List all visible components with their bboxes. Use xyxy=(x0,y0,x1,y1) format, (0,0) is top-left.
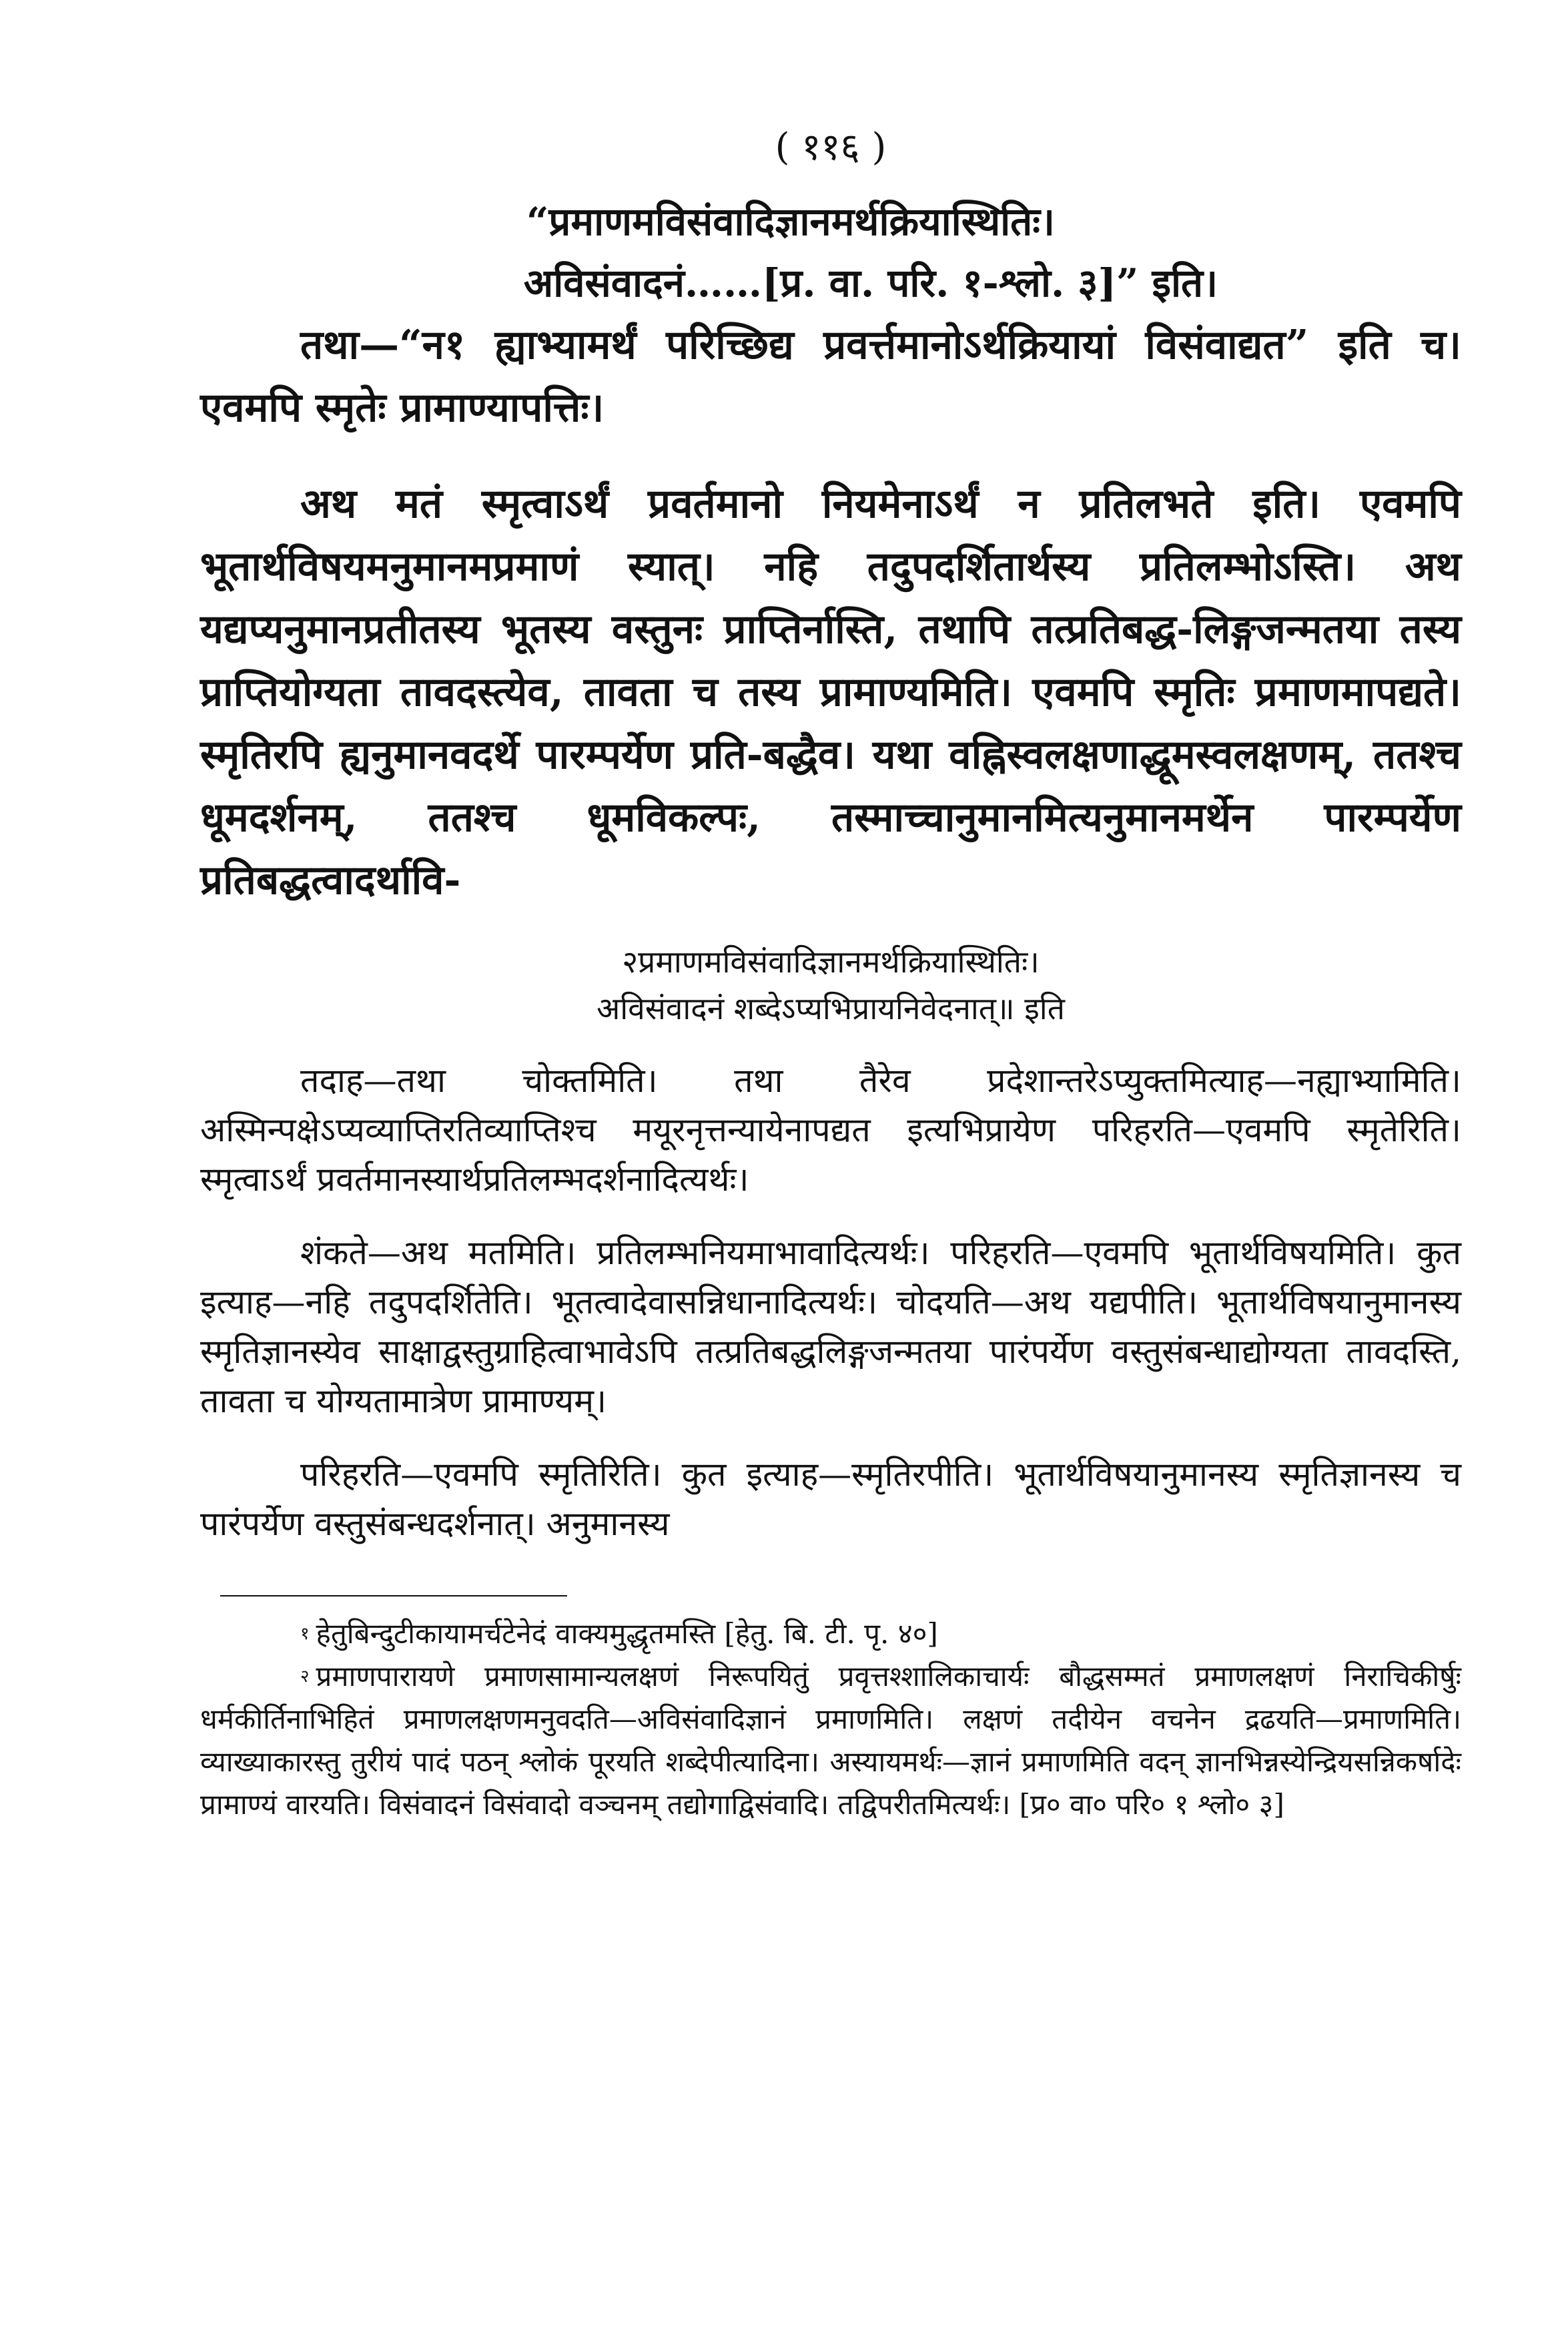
commentary-paragraph-1: तदाह—तथा चोक्तमिति। तथा तैरेव प्रदेशान्तरेऽप्युक्तमित्याह—नह्याभ्यामिति। अस्मिन्पक्षेऽप्यव्याप्तिरतिव्याप्तिश्च मयूरनृत्तन्यायेनापद्यत इत्यभिप्रायेण परिहरति—एवमपि स्मृतेरिति। स्मृत्वाऽर्थं प्रवर्तमानस्यार्थप्रतिलम्भदर्शनादित्यर्थः। xyxy=(200,1061,1461,1199)
block-quote-note xyxy=(200,938,1461,1032)
page-number: ( ११६ ) xyxy=(775,125,887,169)
footnote-2 xyxy=(200,1655,1461,1826)
footnote-1-text: हेतुबिन्दुटीकायामर्चटेनेदं वाक्यमुद्धृतमस्ति [हेतु. बि. टी. पृ. ४०] xyxy=(316,1617,938,1650)
footnote-1-mark: १ xyxy=(300,1624,310,1644)
footnote-2-mark: २ xyxy=(300,1667,310,1687)
verse-line-1: “प्रमाणमविसंवादिज्ञानमर्थक्रियास्थितिः। xyxy=(526,199,1055,244)
quoted-verse xyxy=(200,191,1461,314)
verse-line-2: अविसंवादनं……[प्र. वा. परि. १-श्लो. ३]” इति। xyxy=(523,260,1218,306)
main-paragraph-2: अथ मतं स्मृत्वाऽर्थं प्रवर्तमानो नियमेनाऽर्थं न प्रतिलभते इति। एवमपि भूतार्थविषयमनुमानमप्रमाणं स्यात्। नहि तदुपदर्शितार्थस्य प्रतिलम्भोऽस्ति। अथ यद्यप्यनुमानप्रतीतस्य भूतस्य वस्तुनः प्राप्तिर्नास्ति, तथापि तत्प्रतिबद्ध-लिङ्गजन्मतया तस्य प्राप्तियोग्यता तावदस्त्येव, तावता च तस्य प्रामाण्यमिति। एवमपि स्मृतिः प्रमाणमापद्यते। स्मृतिरपि ह्यनुमानवदर्थे पारम्पर्येण प्रति-बद्धैव। यथा वह्निस्वलक्षणाद्धूमस्वलक्षणम्, ततश्च धूमदर्शनम्, ततश्च धूमविकल्पः, तस्माच्चानुमानमित्यनुमानमर्थेन पारम्पर्येण प्रतिबद्धत्वादर्थावि- xyxy=(200,481,1461,904)
block-note-line-1: २प्रमाणमविसंवादिज्ञानमर्थक्रियास्थितिः। xyxy=(622,944,1040,980)
block-note-line-2: अविसंवादनं शब्देऽप्यभिप्रायनिवेदनात्॥ इति xyxy=(597,990,1065,1027)
footnote-2-text: प्रमाणपारायणे प्रमाणसामान्यलक्षणं निरूपयितुं प्रवृत्तश्शालिकाचार्यः बौद्धसम्मतं प्रमाणलक्षणं निराचिकीर्षुः धर्मकीर्तिनाभिहितं प्रमाणलक्षणमनुवदति—अविसंवादिज्ञानं प्रमाणमिति। लक्षणं तदीयेन वचनेन द्रढयति—प्रमाणमिति। व्याख्याकारस्तु तुरीयं पादं पठन् श्लोकं पूरयति शब्देपीत्यादिना। अस्यायमर्थः—ज्ञानं प्रमाणमिति वदन् ज्ञानभिन्नस्येन्द्रियसन्निकर्षादेः प्रामाण्यं वारयति। विसंवादनं विसंवादो वञ्चनम् तद्योगाद्विसंवादि। तद्विपरीतमित्यर्थः। [प्र० वा० परि० १ श्लो० ३] xyxy=(200,1660,1461,1821)
commentary-paragraph-3: परिहरति—एवमपि स्मृतिरिति। कुत इत्याह—स्मृतिरपीति। भूतार्थविषयानुमानस्य स्मृतिज्ञानस्य च पारंपर्येण वस्तुसंबन्धदर्शनात्। अनुमानस्य xyxy=(200,1455,1461,1543)
footnote-1 xyxy=(200,1613,1461,1655)
main-paragraph-1: तथा—“न१ ह्याभ्यामर्थं परिच्छिद्य प्रवर्त्तमानोऽर्थक्रियायां विसंवाद्यत” इति च। एवमपि स्मृतेः प्रामाण्यापत्तिः। xyxy=(200,322,1461,431)
book-page xyxy=(200,120,1461,1826)
commentary-paragraph-2: शंकते—अथ मतमिति। प्रतिलम्भनियमाभावादित्यर्थः। परिहरति—एवमपि भूतार्थविषयमिति। कुत इत्याह—नहि तदुपदर्शितेति। भूतत्वादेवासन्निधानादित्यर्थः। चोदयति—अथ यद्यपीति। भूतार्थविषयानुमानस्य स्मृतिज्ञानस्येव साक्षाद्वस्तुग्राहित्वाभावेऽपि तत्प्रतिबद्धलिङ्गजन्मतया पारंपर्येण वस्तुसंबन्धाद्योग्यता तावदस्ति, तावता च योग्यतामात्रेण प्रामाण्यम्। xyxy=(200,1233,1461,1420)
footnote-divider xyxy=(220,1595,567,1596)
